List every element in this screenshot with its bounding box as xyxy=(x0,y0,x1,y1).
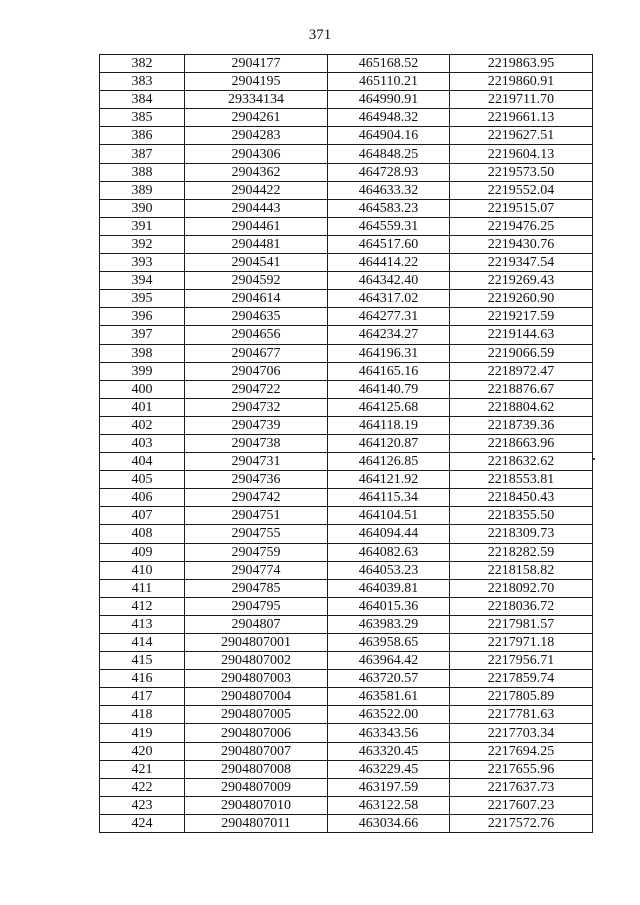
table-row xyxy=(100,272,593,290)
x-coordinate-cell: 464277.31 xyxy=(328,308,450,326)
point-id-cell: 2904807010 xyxy=(185,796,328,814)
point-id-cell: 2904592 xyxy=(185,272,328,290)
table-row xyxy=(100,706,593,724)
x-coordinate-cell: 464115.34 xyxy=(328,489,450,507)
point-number-cell: 393 xyxy=(100,254,185,272)
point-id-cell: 2904261 xyxy=(185,109,328,127)
point-number-cell: 406 xyxy=(100,489,185,507)
table-row xyxy=(100,127,593,145)
point-number-cell: 392 xyxy=(100,235,185,253)
x-coordinate-cell: 464082.63 xyxy=(328,543,450,561)
table-row xyxy=(100,109,593,127)
y-coordinate-cell: 2218355.50 xyxy=(450,507,593,525)
page-number: 371 xyxy=(308,27,332,43)
point-number-cell: 418 xyxy=(100,706,185,724)
point-id-cell: 2904807005 xyxy=(185,706,328,724)
point-id-cell: 2904807001 xyxy=(185,634,328,652)
point-number-cell: 389 xyxy=(100,181,185,199)
x-coordinate-cell: 464414.22 xyxy=(328,254,450,272)
x-coordinate-cell: 464140.79 xyxy=(328,380,450,398)
table-row xyxy=(100,688,593,706)
x-coordinate-cell: 464165.16 xyxy=(328,362,450,380)
coordinates-table xyxy=(99,54,593,833)
x-coordinate-cell: 463522.00 xyxy=(328,706,450,724)
y-coordinate-cell: 2217859.74 xyxy=(450,670,593,688)
table-row xyxy=(100,434,593,452)
table-row xyxy=(100,760,593,778)
point-number-cell: 401 xyxy=(100,398,185,416)
x-coordinate-cell: 464583.23 xyxy=(328,199,450,217)
point-id-cell: 2904481 xyxy=(185,235,328,253)
y-coordinate-cell: 2218876.67 xyxy=(450,380,593,398)
table-row xyxy=(100,561,593,579)
x-coordinate-cell: 464948.32 xyxy=(328,109,450,127)
point-number-cell: 410 xyxy=(100,561,185,579)
point-number-cell: 420 xyxy=(100,742,185,760)
point-id-cell: 2904461 xyxy=(185,217,328,235)
x-coordinate-cell: 463720.57 xyxy=(328,670,450,688)
table-row xyxy=(100,235,593,253)
y-coordinate-cell: 2218804.62 xyxy=(450,398,593,416)
table-row xyxy=(100,579,593,597)
y-coordinate-cell: 2218092.70 xyxy=(450,579,593,597)
point-number-cell: 397 xyxy=(100,326,185,344)
table-row xyxy=(100,326,593,344)
point-id-cell: 2904755 xyxy=(185,525,328,543)
x-coordinate-cell: 464118.19 xyxy=(328,416,450,434)
y-coordinate-cell: 2219863.95 xyxy=(450,55,593,73)
x-coordinate-cell: 464904.16 xyxy=(328,127,450,145)
x-coordinate-cell: 464848.25 xyxy=(328,145,450,163)
table-row xyxy=(100,615,593,633)
y-coordinate-cell: 2218309.73 xyxy=(450,525,593,543)
table-row xyxy=(100,742,593,760)
point-id-cell: 2904807 xyxy=(185,615,328,633)
x-coordinate-cell: 464104.51 xyxy=(328,507,450,525)
x-coordinate-cell: 464053.23 xyxy=(328,561,450,579)
x-coordinate-cell: 463122.58 xyxy=(328,796,450,814)
x-coordinate-cell: 464728.93 xyxy=(328,163,450,181)
y-coordinate-cell: 2219144.63 xyxy=(450,326,593,344)
y-coordinate-cell: 2217703.34 xyxy=(450,724,593,742)
y-coordinate-cell: 2219269.43 xyxy=(450,272,593,290)
table-row xyxy=(100,199,593,217)
point-id-cell: 2904732 xyxy=(185,398,328,416)
y-coordinate-cell: 2217971.18 xyxy=(450,634,593,652)
x-coordinate-cell: 463958.65 xyxy=(328,634,450,652)
point-number-cell: 390 xyxy=(100,199,185,217)
table-row xyxy=(100,362,593,380)
point-id-cell: 2904722 xyxy=(185,380,328,398)
x-coordinate-cell: 463983.29 xyxy=(328,615,450,633)
y-coordinate-cell: 2218282.59 xyxy=(450,543,593,561)
point-id-cell: 2904742 xyxy=(185,489,328,507)
point-id-cell: 2904751 xyxy=(185,507,328,525)
x-coordinate-cell: 463581.61 xyxy=(328,688,450,706)
point-number-cell: 414 xyxy=(100,634,185,652)
point-number-cell: 407 xyxy=(100,507,185,525)
y-coordinate-cell: 2219217.59 xyxy=(450,308,593,326)
y-coordinate-cell: 2217637.73 xyxy=(450,778,593,796)
point-id-cell: 2904422 xyxy=(185,181,328,199)
table-row xyxy=(100,489,593,507)
y-coordinate-cell: 2218663.96 xyxy=(450,434,593,452)
point-number-cell: 387 xyxy=(100,145,185,163)
y-coordinate-cell: 2219627.51 xyxy=(450,127,593,145)
x-coordinate-cell: 463964.42 xyxy=(328,652,450,670)
y-coordinate-cell: 2217694.25 xyxy=(450,742,593,760)
table-row xyxy=(100,73,593,91)
point-id-cell: 2904807006 xyxy=(185,724,328,742)
point-id-cell: 2904283 xyxy=(185,127,328,145)
point-number-cell: 405 xyxy=(100,471,185,489)
point-number-cell: 423 xyxy=(100,796,185,814)
x-coordinate-cell: 464317.02 xyxy=(328,290,450,308)
point-number-cell: 400 xyxy=(100,380,185,398)
x-coordinate-cell: 464015.36 xyxy=(328,597,450,615)
table-row xyxy=(100,380,593,398)
x-coordinate-cell: 463229.45 xyxy=(328,760,450,778)
point-id-cell: 2904759 xyxy=(185,543,328,561)
table-row xyxy=(100,91,593,109)
point-id-cell: 2904443 xyxy=(185,199,328,217)
table-row xyxy=(100,634,593,652)
x-coordinate-cell: 464126.85 xyxy=(328,453,450,471)
point-id-cell: 2904736 xyxy=(185,471,328,489)
scan-mark xyxy=(593,458,595,460)
point-number-cell: 424 xyxy=(100,814,185,832)
point-id-cell: 2904807002 xyxy=(185,652,328,670)
x-coordinate-cell: 464342.40 xyxy=(328,272,450,290)
x-coordinate-cell: 465110.21 xyxy=(328,73,450,91)
table-row xyxy=(100,507,593,525)
point-id-cell: 2904807008 xyxy=(185,760,328,778)
table-row xyxy=(100,471,593,489)
point-number-cell: 408 xyxy=(100,525,185,543)
x-coordinate-cell: 464094.44 xyxy=(328,525,450,543)
point-number-cell: 388 xyxy=(100,163,185,181)
y-coordinate-cell: 2219860.91 xyxy=(450,73,593,91)
point-number-cell: 419 xyxy=(100,724,185,742)
table-row xyxy=(100,344,593,362)
point-id-cell: 2904541 xyxy=(185,254,328,272)
y-coordinate-cell: 2217781.63 xyxy=(450,706,593,724)
y-coordinate-cell: 2219430.76 xyxy=(450,235,593,253)
point-id-cell: 29334134 xyxy=(185,91,328,109)
point-id-cell: 2904807009 xyxy=(185,778,328,796)
table-row xyxy=(100,543,593,561)
y-coordinate-cell: 2218632.62 xyxy=(450,453,593,471)
y-coordinate-cell: 2217572.76 xyxy=(450,814,593,832)
point-id-cell: 2904785 xyxy=(185,579,328,597)
y-coordinate-cell: 2219711.70 xyxy=(450,91,593,109)
y-coordinate-cell: 2218158.82 xyxy=(450,561,593,579)
point-number-cell: 416 xyxy=(100,670,185,688)
point-number-cell: 411 xyxy=(100,579,185,597)
point-number-cell: 422 xyxy=(100,778,185,796)
table-row xyxy=(100,453,593,471)
point-number-cell: 409 xyxy=(100,543,185,561)
point-number-cell: 402 xyxy=(100,416,185,434)
point-number-cell: 384 xyxy=(100,91,185,109)
table-row xyxy=(100,670,593,688)
point-id-cell: 2904362 xyxy=(185,163,328,181)
y-coordinate-cell: 2217607.23 xyxy=(450,796,593,814)
point-number-cell: 398 xyxy=(100,344,185,362)
point-id-cell: 2904807011 xyxy=(185,814,328,832)
point-id-cell: 2904195 xyxy=(185,73,328,91)
y-coordinate-cell: 2217655.96 xyxy=(450,760,593,778)
y-coordinate-cell: 2219552.04 xyxy=(450,181,593,199)
x-coordinate-cell: 463034.66 xyxy=(328,814,450,832)
point-id-cell: 2904656 xyxy=(185,326,328,344)
point-number-cell: 412 xyxy=(100,597,185,615)
y-coordinate-cell: 2218553.81 xyxy=(450,471,593,489)
table-row xyxy=(100,597,593,615)
point-id-cell: 2904738 xyxy=(185,434,328,452)
x-coordinate-cell: 464559.31 xyxy=(328,217,450,235)
point-id-cell: 2904177 xyxy=(185,55,328,73)
point-id-cell: 2904677 xyxy=(185,344,328,362)
table-row xyxy=(100,724,593,742)
y-coordinate-cell: 2218036.72 xyxy=(450,597,593,615)
point-number-cell: 396 xyxy=(100,308,185,326)
point-number-cell: 385 xyxy=(100,109,185,127)
y-coordinate-cell: 2217956.71 xyxy=(450,652,593,670)
x-coordinate-cell: 464517.60 xyxy=(328,235,450,253)
point-id-cell: 2904706 xyxy=(185,362,328,380)
table-row xyxy=(100,814,593,832)
point-number-cell: 391 xyxy=(100,217,185,235)
point-id-cell: 2904731 xyxy=(185,453,328,471)
table-row xyxy=(100,525,593,543)
point-number-cell: 386 xyxy=(100,127,185,145)
point-number-cell: 421 xyxy=(100,760,185,778)
point-id-cell: 2904807004 xyxy=(185,688,328,706)
point-id-cell: 2904614 xyxy=(185,290,328,308)
table-row xyxy=(100,308,593,326)
coordinates-table-body xyxy=(100,55,593,833)
table-row xyxy=(100,217,593,235)
point-number-cell: 383 xyxy=(100,73,185,91)
point-id-cell: 2904739 xyxy=(185,416,328,434)
point-number-cell: 382 xyxy=(100,55,185,73)
point-number-cell: 417 xyxy=(100,688,185,706)
y-coordinate-cell: 2219066.59 xyxy=(450,344,593,362)
y-coordinate-cell: 2218450.43 xyxy=(450,489,593,507)
table-row xyxy=(100,652,593,670)
y-coordinate-cell: 2218739.36 xyxy=(450,416,593,434)
table-row xyxy=(100,778,593,796)
point-id-cell: 2904795 xyxy=(185,597,328,615)
y-coordinate-cell: 2219604.13 xyxy=(450,145,593,163)
x-coordinate-cell: 464196.31 xyxy=(328,344,450,362)
table-row xyxy=(100,290,593,308)
x-coordinate-cell: 464120.87 xyxy=(328,434,450,452)
x-coordinate-cell: 463343.56 xyxy=(328,724,450,742)
table-row xyxy=(100,181,593,199)
table-row xyxy=(100,254,593,272)
point-number-cell: 415 xyxy=(100,652,185,670)
point-number-cell: 413 xyxy=(100,615,185,633)
point-id-cell: 2904635 xyxy=(185,308,328,326)
point-number-cell: 395 xyxy=(100,290,185,308)
y-coordinate-cell: 2218972.47 xyxy=(450,362,593,380)
point-id-cell: 2904807007 xyxy=(185,742,328,760)
y-coordinate-cell: 2219476.25 xyxy=(450,217,593,235)
x-coordinate-cell: 464234.27 xyxy=(328,326,450,344)
x-coordinate-cell: 463197.59 xyxy=(328,778,450,796)
point-number-cell: 399 xyxy=(100,362,185,380)
y-coordinate-cell: 2219260.90 xyxy=(450,290,593,308)
x-coordinate-cell: 464990.91 xyxy=(328,91,450,109)
table-row xyxy=(100,416,593,434)
y-coordinate-cell: 2219515.07 xyxy=(450,199,593,217)
y-coordinate-cell: 2217805.89 xyxy=(450,688,593,706)
x-coordinate-cell: 464039.81 xyxy=(328,579,450,597)
table-row xyxy=(100,398,593,416)
y-coordinate-cell: 2219661.13 xyxy=(450,109,593,127)
point-id-cell: 2904807003 xyxy=(185,670,328,688)
point-number-cell: 404 xyxy=(100,453,185,471)
table-row xyxy=(100,796,593,814)
x-coordinate-cell: 464633.32 xyxy=(328,181,450,199)
x-coordinate-cell: 463320.45 xyxy=(328,742,450,760)
point-number-cell: 403 xyxy=(100,434,185,452)
y-coordinate-cell: 2219573.50 xyxy=(450,163,593,181)
x-coordinate-cell: 465168.52 xyxy=(328,55,450,73)
point-id-cell: 2904774 xyxy=(185,561,328,579)
table-row xyxy=(100,55,593,73)
y-coordinate-cell: 2217981.57 xyxy=(450,615,593,633)
table-row xyxy=(100,145,593,163)
x-coordinate-cell: 464121.92 xyxy=(328,471,450,489)
x-coordinate-cell: 464125.68 xyxy=(328,398,450,416)
y-coordinate-cell: 2219347.54 xyxy=(450,254,593,272)
point-number-cell: 394 xyxy=(100,272,185,290)
point-id-cell: 2904306 xyxy=(185,145,328,163)
table-row xyxy=(100,163,593,181)
